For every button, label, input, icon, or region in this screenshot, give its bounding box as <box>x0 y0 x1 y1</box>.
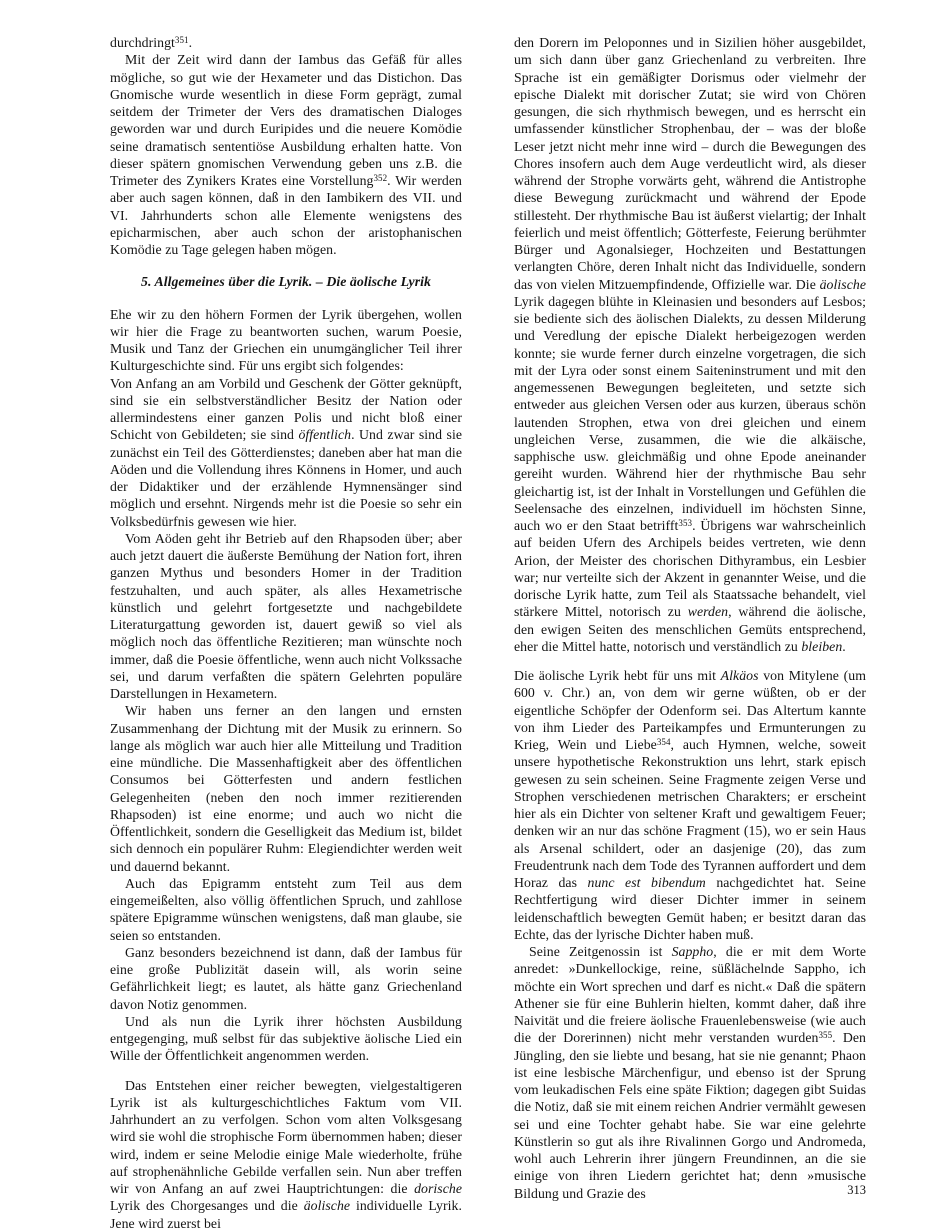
text-run: den Dorern im Peloponnes und in Sizilien höher ausgebildet, um sich dann über ganz Griechenland zu verbreiten. Ihre Sprache ist ein gemäßigter Dorismus oder vielmehr der epische Dialekt mit dorischer Zutat; sie wird von Chören gesungen, die sich rhythmisch bewegen, und es herrscht ein umfassender künstlicher Strophenbau, der – was der bloße Leser jetzt nicht mehr inne wird – durch die Bewegungen des Chores insofern auch dem Auge verdeutlicht wird, als dieser während der Strophe vorwärts geht, während die Antistrophe diese Bewegung zurückmacht und während der Epode stillesteht. Der rhythmische Bau ist äußerst vielartig; der Inhalt feierlich und meist öffentlich; Götterfeste, Feierung berühmter Bürger und Agonalsieger, Hochzeiten und Bestattungen verlangten Chöre, deren Inhalt nicht das Individuelle, sondern das von vielen Mitzuempfindende, Offizielle war. Die <box>514 35 866 292</box>
emphasized-text: nunc est bibendum <box>587 875 706 890</box>
emphasized-text: Alkäos <box>720 668 759 683</box>
text-run: , während die äolische, den ewigen Seiten des menschlichen Gemüts entsprechend, eher die Mittel hatte, notorisch und verständlich zu <box>514 604 866 654</box>
paragraph <box>110 702 462 875</box>
text-run: Mit der Zeit wird dann der Iambus das Gefäß für alles mögliche, so gut wie der Hexameter und das Distichon. Das Gnomische wurde wesentlich in diese Form geprägt, zumal seitdem der Trimeter der Vers des dramatischen Dialoges geworden war und durch Euripides und die neuere Komödie seine dramatisch sententiöse Ausbildung erhalten hatte. Von dieser spätern gnomischen Verwendung geben uns z.B. die Trimeter des Zynikers Krates eine Vorstellung <box>110 52 462 188</box>
text-run: Und als nun die Lyrik ihrer höchsten Ausbildung entgegenging, muß selbst für das subjektive äolische Lied ein Wille der Öffentlichkeit angenommen werden. <box>110 1013 462 1064</box>
text-run: . Übrigens war wahrscheinlich auf beiden Ufern des Archipels beides vertreten, wie denn Arion, der Meister des chorischen Dithyrambus, ein Lesbier war; nur verteilte sich der Akzent in genannter Weise, und die dorische Lyrik hatte, zum Teil als Staatssache behandelt, viel stärkere Mittel, notorisch zu <box>514 518 866 620</box>
emphasized-text: bleiben <box>801 638 843 654</box>
text-run: nachgedichtet hat. Seine Rechtfertigung wird dieser Dichter immer in seinem leidenschaftlich bewegten Gemüt haben; er besitzt daran das Echte, das der lyrische Dichter haben muß. <box>514 875 866 942</box>
text-run: . <box>188 35 193 50</box>
text-run: Lyrik dagegen blühte in Kleinasien und besonders auf Lesbos; sie bediente sich des äolischen Dialekts, zu dessen Milderung und Veredlung der epische Dialekt herbeigezogen werden konnte; sie wurde ferner durch einzelne vorgetragen, die sich mit der Lyra oder sonst einem Saiteninstrument und mit den angemessenen Bewegungen begleiteten, und setzte sich entweder aus gleichen Versen oder aus kurzen, überaus schön lautenden Strophen, etwa von drei gleichen und einem ungleichen Verse, zusammen, die wie die alkäische, sapphische usw. gleichmäßig und ohne Epode aneinander gereiht wurden. Während hier der rhythmische Bau sehr gleichartig ist, ist der Inhalt in Vorstellungen und Gefühlen die Seelensache des einzelnen, individuell im höchsten Sinne, auch wo er den Staat betrifft <box>514 293 866 533</box>
text-run: Ehe wir zu den höhern Formen der Lyrik übergehen, wollen wir hier die Frage zu beantworten suchen, warum Poesie, Musik und Tanz der Griechen ein unumgänglicher Teil ihrer Kulturgeschichte sind. Für uns ergibt sich folgendes: <box>110 306 462 374</box>
emphasized-text: werden <box>687 604 729 620</box>
paragraph <box>110 875 462 944</box>
emphasized-text: äolische <box>819 276 866 292</box>
paragraph <box>110 1013 462 1065</box>
text-columns <box>110 34 866 1232</box>
text-run: Das Entstehen einer reicher bewegten, vielgestaltigeren Lyrik ist als kulturgeschichtliches Faktum vom VII. Jahrhundert an zu verfolgen. Schon vom alten Volksgesang wird sie wohl die strophische Form übernommen haben; dieser wird, indem er seine Melodie einige Male wiederholte, frühe auf strophenähnliche Gebilde verfallen sein. Nun aber treffen wir von Anfang an auf zwei Hauptrichtungen: die <box>110 1077 462 1196</box>
text-run: , die er mit dem Worte anredet: »Dunkellockige, reine, süßlächelnde Sappho, ich möchte ein Wort sprechen und darf es nicht.« Daß die spätern Athener sie für eine Buhlerin hielten, kommt daher, daß ihre Naivität und die freiere äolische Frauenlebensweise (wie auch die der Dorerinnen) nicht mehr verstanden wurden <box>514 944 866 1046</box>
emphasized-text: äolische <box>303 1198 351 1214</box>
paragraph <box>110 306 462 375</box>
text-run: individuelle Lyrik. Jene wird zuerst bei <box>110 1198 462 1231</box>
paragraph <box>110 34 462 51</box>
emphasized-text: dorische <box>414 1181 462 1196</box>
text-run: . Wir werden aber auch sagen können, daß in den Iambikern des VII. und VI. Jahrhunderts schon alle Elemente wenigstens des epicharmischen, aber auch schon der aristophanischen Komödie zu Tage gelegen haben mögen. <box>110 173 463 257</box>
paragraph <box>110 1077 462 1232</box>
text-run: Von Anfang an am Vorbild und Geschenk der Götter geknüpft, sind sie ein selbstverständlicher Besitz der Nation oder allermindestens einer ganzen Polis und nicht bloß einer Schicht von Gebildeten; sie sind <box>110 375 462 443</box>
text-run: Ganz besonders bezeichnend ist dann, daß der Iambus für eine große Publizität dasein will, als worin seine Gefährlichkeit liegt; es lautet, als hätte ganz Griechenland davon Notiz genommen. <box>110 944 462 1012</box>
emphasized-text: öffentlich <box>298 427 352 443</box>
text-run: Wir haben uns ferner an den langen und ernsten Zusammenhang der Dichtung mit der Musik zu erinnern. So lange als möglich war auch hier alle Mitteilung und Tradition eine mündliche. Die Massenhaftigkeit aber des öffentlichen Consumos bei Götterfesten und andern festlichen Gelegenheiten (neben den noch immer rezitierenden Rhapsoden) ist eine enorme; und auch wo nicht die Öffentlichkeit, sondern die Geselligkeit das Medium ist, bildet sich dennoch ein populärer Ruhm: Elegiendichter werden weit und dauernd bekannt. <box>110 703 462 874</box>
text-run: Seine Zeitgenossin ist <box>529 944 672 959</box>
paragraph <box>514 943 866 1202</box>
text-run: . Den Jüngling, den sie liebte und besang, hat sie nie genannt; Phaon ist eine lesbische Märchenfigur, und ebenso ist der Sprung vom leukadischen Fels eine späte Fiktion; dagegen gibt Suidas die Notiz, daß sie mit einem reichen Andrier vermählt gewesen sei und eine Tochter gehabt habe. Sie war eine gelehrte Künstlerin so gut als ihre Rivalinnen Gorgo und Andromeda, wohl auch Lehrerin ihrer jüngern Freundinnen, an die sie einige von ihren Liedern gerichtet hat; denn »musische Bildung und Grazie des <box>514 1030 866 1201</box>
column-right <box>514 34 866 1232</box>
text-run: . Und zwar sind sie zunächst ein Teil des Götterdienstes; daneben aber hat man die Aöden und die Vollendung ihres Könnens in Homer, und auch der Didaktiker und der erzählende Hymnensänger sind möglich und ersehnt. Nirgends mehr ist die Poesie so sehr ein Volksbedürfnis gewesen wie hier. <box>110 427 462 529</box>
footnote-ref: 354 <box>656 736 671 747</box>
paragraph <box>110 944 462 1013</box>
paragraph <box>110 375 462 530</box>
text-run: von Mitylene (um 600 v. Chr.) an, von dem wir gerne wüßten, ob er der eigentliche Schöpfer der Odenform sei. Das Altertum kannte von ihm Lieder des Parteikampfes und Ermunterungen zu Krieg, Wein und Liebe <box>514 668 866 752</box>
text-run: , auch Hymnen, welche, soweit unsere hypothetische Rekonstruktion uns lehrt, stark episch gewesen zu sein scheinen. Seine Fragmente zeigen Verse und Strophen verschiedenen metrischen Charakters; er erscheint hier als ein Dichter von seltener Kraft und gewaltigem Feuer; denken wir an nur das schöne Fragment (15), wo er sein Haus als Arsenal schildert, oder an dasjenige (20), das zum Freudentrunk nach dem Tode des Tyrannen auffordert und dem Horaz das <box>514 737 866 890</box>
text-run: Die äolische Lyrik hebt für uns mit <box>514 668 721 683</box>
text-run: 5. Allgemeines über die Lyrik. – Die äolische Lyrik <box>141 274 431 290</box>
paragraph <box>110 530 462 703</box>
footnote-ref: 352 <box>373 172 388 183</box>
text-run: Auch das Epigramm entsteht zum Teil aus dem eingemeißelten, also völlig öffentlichen Spruch, und zahllose spätere Epigramme wünschen wenigstens, daß man glaube, sie seien so entstanden. <box>110 875 462 943</box>
column-left <box>110 34 462 1232</box>
footnote-ref: 355 <box>818 1029 833 1040</box>
paragraph <box>514 34 866 655</box>
paragraph <box>110 51 462 258</box>
text-run: Vom Aöden geht ihr Betrieb auf den Rhapsoden über; aber auch jetzt dauert die äußerste Bemühung der Nation fort, ihren ganzen Mythus und besonders Homer in der Tradition festzuhalten, und auch später, als alles Hexametrische künstlich und gelehrt fortgesetzte und nachgebildete Literaturgattung geworden ist, dauert gewiß so viel als möglich noch das öffentliche Rezitieren; man wünschte noch immer, daß die Poesie öffentliche, wenn auch nicht Volkssache sei, und darum verfaßten die spätern Gelehrten populäre Darstellungen in Hexametern. <box>110 530 462 701</box>
page-number: 313 <box>847 1183 866 1197</box>
emphasized-text: Sappho <box>671 944 714 959</box>
section-heading <box>110 273 462 290</box>
text-run: . <box>842 638 846 654</box>
footnote-ref: 351 <box>174 34 189 45</box>
footnote-ref: 353 <box>678 517 693 528</box>
paragraph <box>514 667 866 943</box>
text-run: durchdringt <box>110 35 175 50</box>
text-run: Lyrik des Chorgesanges und die <box>110 1198 304 1214</box>
